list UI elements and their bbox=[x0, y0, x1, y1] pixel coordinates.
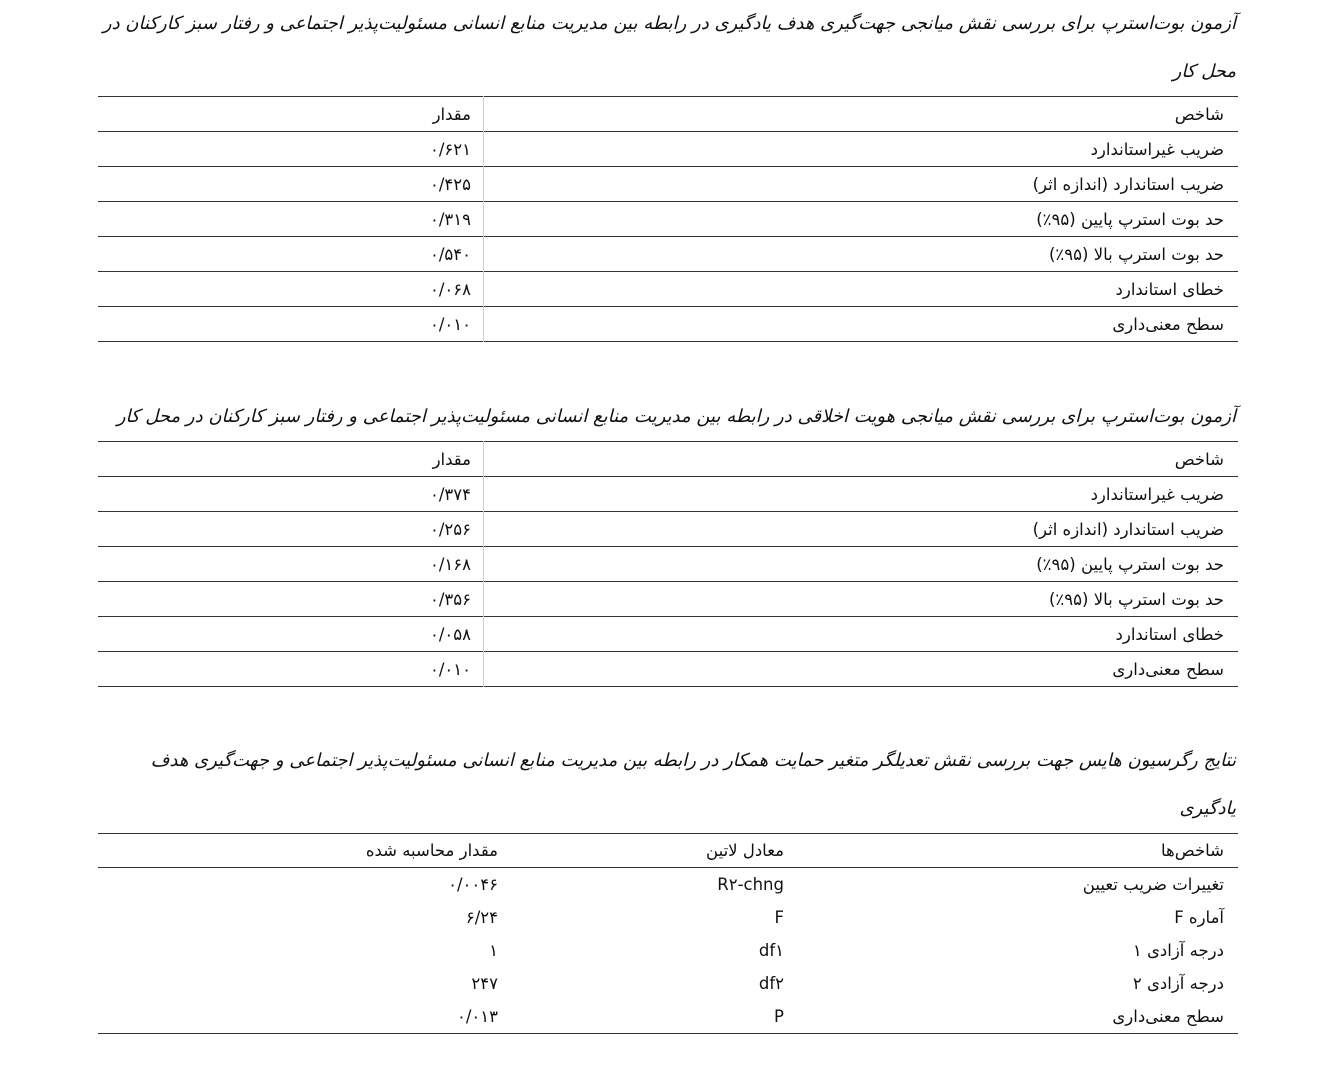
table-row bbox=[98, 582, 1238, 617]
table3-cell-value: ۱ bbox=[489, 941, 498, 960]
table2-cell-value: ۰/۳۷۴ bbox=[98, 477, 484, 512]
table3-cell-label: درجه آزادی ۱ bbox=[1132, 941, 1224, 960]
table1-cell-label: حد بوت استرپ بالا (۹۵٪) bbox=[1048, 244, 1224, 264]
table1-cell-label: سطح معنی‌داری bbox=[1112, 314, 1224, 334]
table3-cell-label: درجه آزادی ۲ bbox=[1132, 974, 1224, 993]
table2-header-index: شاخص bbox=[1174, 449, 1224, 469]
table1-header-index: شاخص bbox=[1174, 104, 1224, 124]
table-row bbox=[98, 617, 1238, 652]
table3-cell-latin: R۲-chng bbox=[717, 875, 784, 894]
table2-cell-value: ۰/۰۱۰ bbox=[98, 652, 484, 687]
table3-caption: نتایج رگرسیون هایس جهت بررسی نقش تعدیلگر متغیر حمایت همکار در رابطه بین مدیریت منابع انسانی مسئولیت‌پذیر اجتماعی و جهت‌گیری هدف یادگیری bbox=[150, 750, 1236, 819]
table2-cell-label: ضریب غیراستاندارد bbox=[1090, 484, 1224, 504]
table-row bbox=[98, 477, 1238, 512]
table3-cell-latin: F bbox=[774, 908, 784, 927]
table-row bbox=[98, 868, 1238, 902]
table1-header-row bbox=[98, 97, 1238, 132]
table2-cell-value: ۰/۰۵۸ bbox=[98, 617, 484, 652]
table-row bbox=[98, 272, 1238, 307]
table1-cell-label: ضریب غیراستاندارد bbox=[1090, 139, 1224, 159]
table3-cell-latin: df۲ bbox=[758, 974, 784, 993]
table-row bbox=[98, 1000, 1238, 1034]
table2-header-row bbox=[98, 442, 1238, 477]
table1-cell-label: ضریب استاندارد (اندازه اثر) bbox=[1032, 174, 1224, 194]
table1 bbox=[98, 96, 1238, 342]
table3-header-index: شاخص‌ها bbox=[1161, 841, 1224, 860]
table-row bbox=[98, 512, 1238, 547]
table3-cell-latin: P bbox=[774, 1007, 784, 1026]
table-row bbox=[98, 202, 1238, 237]
table2 bbox=[98, 441, 1238, 687]
table-row bbox=[98, 132, 1238, 167]
table2-cell-label: ضریب استاندارد (اندازه اثر) bbox=[1032, 519, 1224, 539]
table-row bbox=[98, 547, 1238, 582]
table1-cell-value: ۰/۶۲۱ bbox=[98, 132, 484, 167]
table1-caption: آزمون بوت‌استرپ برای بررسی نقش میانجی جهت‌گیری هدف یادگیری در رابطه بین مدیریت منابع انسانی مسئولیت‌پذیر اجتماعی و رفتار سبز کارکنان در محل کار bbox=[102, 13, 1236, 82]
table-row bbox=[98, 967, 1238, 1000]
table2-cell-label: سطح معنی‌داری bbox=[1112, 659, 1224, 679]
table2-caption: آزمون بوت‌استرپ برای بررسی نقش میانجی هویت اخلاقی در رابطه بین مدیریت منابع انسانی مسئولیت‌پذیر اجتماعی و رفتار سبز کارکنان در محل کار bbox=[116, 406, 1236, 427]
table3-header-value: مقدار محاسبه شده bbox=[365, 841, 498, 860]
table3-header-latin: معادل لاتین bbox=[706, 841, 784, 860]
table1-cell-value: ۰/۴۲۵ bbox=[98, 167, 484, 202]
table-row bbox=[98, 237, 1238, 272]
document-page bbox=[98, 0, 1238, 1034]
table3-header-row bbox=[98, 834, 1238, 868]
table1-cell-value: ۰/۵۴۰ bbox=[98, 237, 484, 272]
table1-cell-value: ۰/۳۱۹ bbox=[98, 202, 484, 237]
table2-cell-label: حد بوت استرپ پایین (۹۵٪) bbox=[1036, 554, 1224, 574]
table2-cell-label: خطای استاندارد bbox=[1115, 624, 1224, 644]
table2-header-value: مقدار bbox=[98, 442, 484, 477]
table2-cell-label: حد بوت استرپ بالا (۹۵٪) bbox=[1048, 589, 1224, 609]
table3-cell-value: ۰/۰۰۴۶ bbox=[448, 875, 498, 894]
table3-cell-value: ۶/۲۴ bbox=[465, 908, 498, 927]
table2-cell-value: ۰/۱۶۸ bbox=[98, 547, 484, 582]
table1-header-value: مقدار bbox=[98, 97, 484, 132]
table-row bbox=[98, 167, 1238, 202]
table3-cell-label: تغییرات ضریب تعیین bbox=[1082, 875, 1224, 894]
table1-cell-value: ۰/۰۶۸ bbox=[98, 272, 484, 307]
table1-cell-label: حد بوت استرپ پایین (۹۵٪) bbox=[1036, 209, 1224, 229]
table-row bbox=[98, 901, 1238, 934]
table3-cell-label: آماره F bbox=[1174, 908, 1224, 927]
table2-cell-value: ۰/۲۵۶ bbox=[98, 512, 484, 547]
table-row bbox=[98, 934, 1238, 967]
table3-cell-label: سطح معنی‌داری bbox=[1112, 1007, 1224, 1026]
table3-cell-value: ۲۴۷ bbox=[471, 974, 498, 993]
table-row bbox=[98, 652, 1238, 687]
table3 bbox=[98, 833, 1238, 1034]
table1-cell-label: خطای استاندارد bbox=[1115, 279, 1224, 299]
table1-cell-value: ۰/۰۱۰ bbox=[98, 307, 484, 342]
table3-cell-latin: df۱ bbox=[758, 941, 784, 960]
table-row bbox=[98, 307, 1238, 342]
table2-cell-value: ۰/۳۵۶ bbox=[98, 582, 484, 617]
table3-cell-value: ۰/۰۱۳ bbox=[456, 1007, 498, 1026]
